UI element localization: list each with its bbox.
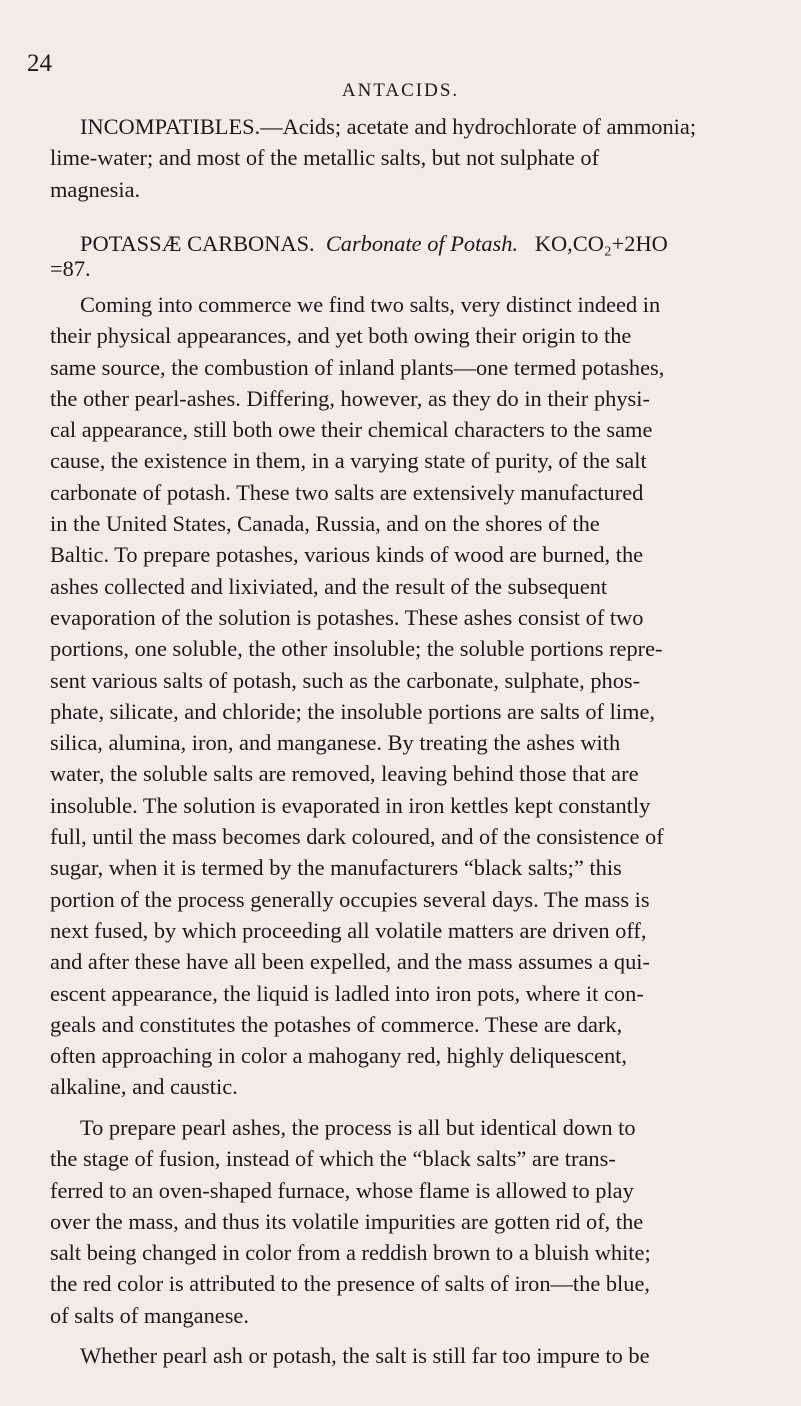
text-line: ferred to an oven-shaped furnace, whose flame is allowed to play (50, 1177, 634, 1203)
text-line: evaporation of the solution is potashes. These ashes consist of two (50, 604, 644, 630)
text-line: phate, silicate, and chloride; the insoluble portions are salts of lime, (50, 698, 656, 724)
heading-english-name: Carbonate of Potash. (325, 231, 519, 256)
text-line: the red color is attributed to the presence of salts of iron—the blue, (50, 1271, 651, 1297)
text-line: carbonate of potash. These two salts are extensively manufactured (50, 479, 644, 505)
text-line: cal appearance, still both owe their chemical characters to the same (50, 417, 653, 443)
paragraph-pearl-ashes (50, 1112, 792, 1331)
incompatibles-label: INCOMPATIBLES. (80, 114, 261, 139)
text-line: insoluble. The solution is evaporated in iron kettles kept constantly (50, 792, 651, 818)
paragraph-medicinal-use (50, 1340, 792, 1371)
text-line: their physical appearances, and yet both owing their origin to the (50, 323, 632, 349)
text-line: sugar, when it is termed by the manufacturers “black salts;” this (50, 855, 622, 881)
text-line: often approaching in color a mahogany red, highly deliquescent, (50, 1043, 627, 1069)
heading-equivalent: =87. (50, 256, 91, 282)
text-line: of salts of manganese. (50, 1302, 249, 1328)
heading-formula: KO,CO₂+2HO (534, 231, 668, 256)
section-heading (50, 228, 792, 285)
text-line: in the United States, Canada, Russia, and on the shores of the (50, 511, 600, 537)
incompatibles-line: magnesia. (50, 176, 141, 202)
text-line: the other pearl-ashes. Differing, however, as they do in their physi- (50, 385, 650, 411)
text-line: same source, the combustion of inland plants—one termed potashes, (50, 354, 665, 380)
text-line: Coming into commerce we find two salts, very distinct indeed in (80, 292, 661, 317)
text-line: full, until the mass becomes dark coloured, and of the consistence of (50, 824, 664, 850)
text-line: Baltic. To prepare potashes, various kinds of wood are burned, the (50, 542, 644, 568)
text-line: portion of the process generally occupies several days. The mass is (50, 886, 650, 912)
text-line: Whether pearl ash or potash, the salt is still far too impure to be (80, 1343, 650, 1368)
text-line: water, the soluble salts are removed, leaving behind those that are (50, 761, 639, 787)
text-line: salt being changed in color from a reddish brown to a bluish white; (50, 1240, 651, 1266)
text-line: alkaline, and caustic. (50, 1074, 238, 1100)
paragraph-potashes (50, 289, 792, 1103)
text-line: the stage of fusion, instead of which the “black salts” are trans- (50, 1146, 616, 1172)
page-number: 24 (27, 50, 52, 77)
text-line: over the mass, and thus its volatile impurities are gotten rid of, the (50, 1208, 644, 1234)
text-line: portions, one soluble, the other insoluble; the soluble portions repre- (50, 636, 663, 662)
text-line: ashes collected and lixiviated, and the result of the subsequent (50, 573, 608, 599)
incompatibles-line: INCOMPATIBLES.—Acids; acetate and hydrochlorate of ammonia; (80, 114, 697, 139)
text-line: and after these have all been expelled, and the mass assumes a qui- (50, 949, 650, 975)
text-line: geals and constitutes the potashes of commerce. These are dark, (50, 1011, 623, 1037)
running-head: ANTACIDS. (341, 80, 460, 101)
text-line: escent appearance, the liquid is ladled into iron pots, where it con- (50, 980, 644, 1006)
text-line: To prepare pearl ashes, the process is all but identical down to (80, 1115, 636, 1140)
text-line: next fused, by which proceeding all volatile matters are driven off, (50, 917, 647, 943)
incompatibles-paragraph (50, 111, 792, 205)
text-line: silica, alumina, iron, and manganese. By treating the ashes with (50, 730, 621, 756)
text-line: cause, the existence in them, in a varying state of purity, of the salt (50, 448, 647, 474)
heading-latin-name: POTASSÆ CARBONAS. (80, 231, 315, 256)
text-line: sent various salts of potash, such as the carbonate, sulphate, phos- (50, 667, 641, 693)
incompatibles-line: lime-water; and most of the metallic salts, but not sulphate of (50, 145, 600, 171)
